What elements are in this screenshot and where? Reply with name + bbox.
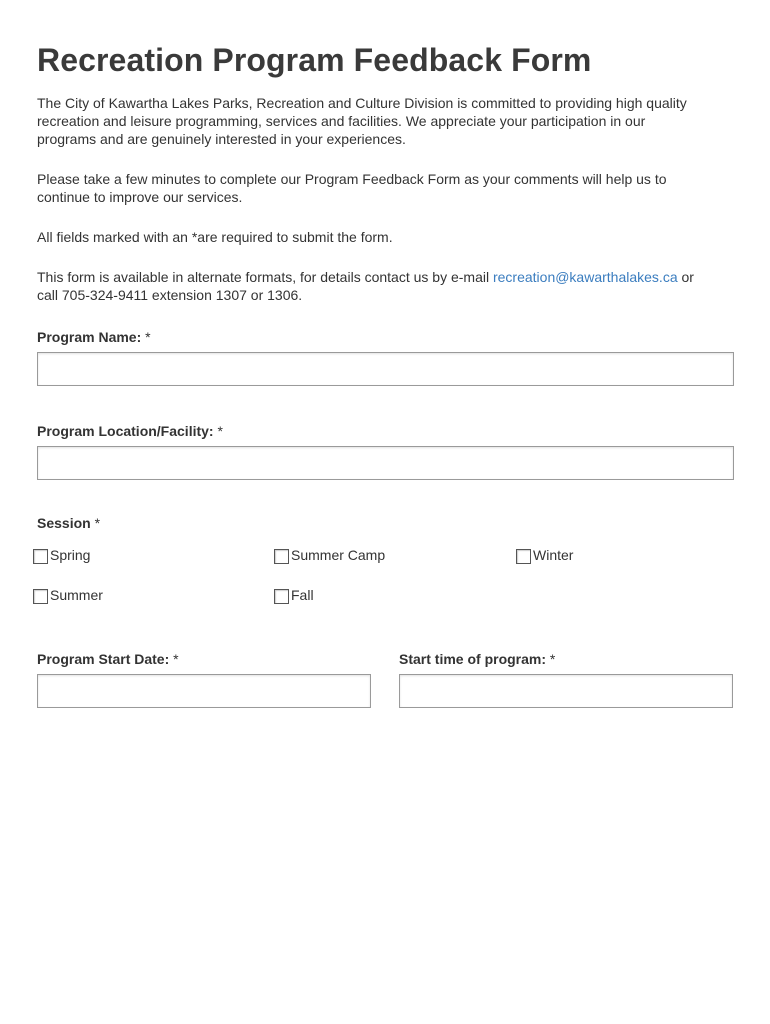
session-options-row-2 [37,586,737,626]
start-date-label-text: Program Start Date: [37,651,170,667]
start-date-input[interactable] [37,674,371,708]
alternate-formats-contact: or call 705-324-9411 extension 1307 or 1306. [37,269,694,303]
session-option-summer[interactable] [33,586,103,604]
program-location-label [37,422,737,440]
checkbox-icon[interactable] [274,589,289,604]
session-option-label: Summer [50,587,103,603]
program-name-input[interactable] [37,352,734,386]
required-asterisk: * [546,651,556,667]
required-asterisk: * [90,515,101,531]
start-time-group [399,650,733,708]
session-label [37,514,737,532]
session-option-summer-camp[interactable] [274,546,385,564]
start-date-label [37,650,371,668]
checkbox-icon[interactable] [516,549,531,564]
required-asterisk: * [169,651,179,667]
program-name-label [37,328,737,346]
checkbox-icon[interactable] [33,549,48,564]
session-options-row-1 [37,546,737,586]
program-name-label-text: Program Name: [37,329,142,345]
feedback-form-page [37,40,737,710]
required-note: All fields marked with an *are required to submit the form. [37,229,393,245]
session-option-label: Spring [50,547,91,563]
start-time-input[interactable] [399,674,733,708]
required-asterisk: * [213,423,223,439]
start-time-label [399,650,733,668]
session-option-fall[interactable] [274,586,314,604]
program-location-input[interactable] [37,446,734,480]
start-time-label-text: Start time of program: [399,651,547,667]
session-option-spring[interactable] [33,546,90,564]
page-title: Recreation Program Feedback Form [37,42,592,78]
session-option-label: Fall [291,587,314,603]
checkbox-icon[interactable] [274,549,289,564]
start-date-time-row [37,650,737,710]
session-option-label: Summer Camp [291,547,386,563]
checkbox-icon[interactable] [33,589,48,604]
session-label-text: Session [37,515,91,531]
program-location-label-text: Program Location/Facility: [37,423,214,439]
alternate-formats-text: This form is available in alternate formats, for details contact us by e-mail [37,269,493,285]
email-link[interactable]: recreation@kawarthalakes.ca [492,269,678,285]
instructions-paragraph: Please take a few minutes to complete our Program Feedback Form as your comments will help us to continue to improve our services. [37,171,667,205]
alternate-formats-paragraph [37,268,737,304]
required-asterisk: * [141,329,151,345]
intro-paragraph: The City of Kawartha Lakes Parks, Recreation and Culture Division is committed to providing high quality recreation and leisure programming, services and facilities. We appreciate your participation in our programs and are genuinely interested in your experiences. [37,95,687,147]
session-option-winter[interactable] [516,546,573,564]
start-date-group [37,650,371,708]
session-option-label: Winter [533,547,574,563]
